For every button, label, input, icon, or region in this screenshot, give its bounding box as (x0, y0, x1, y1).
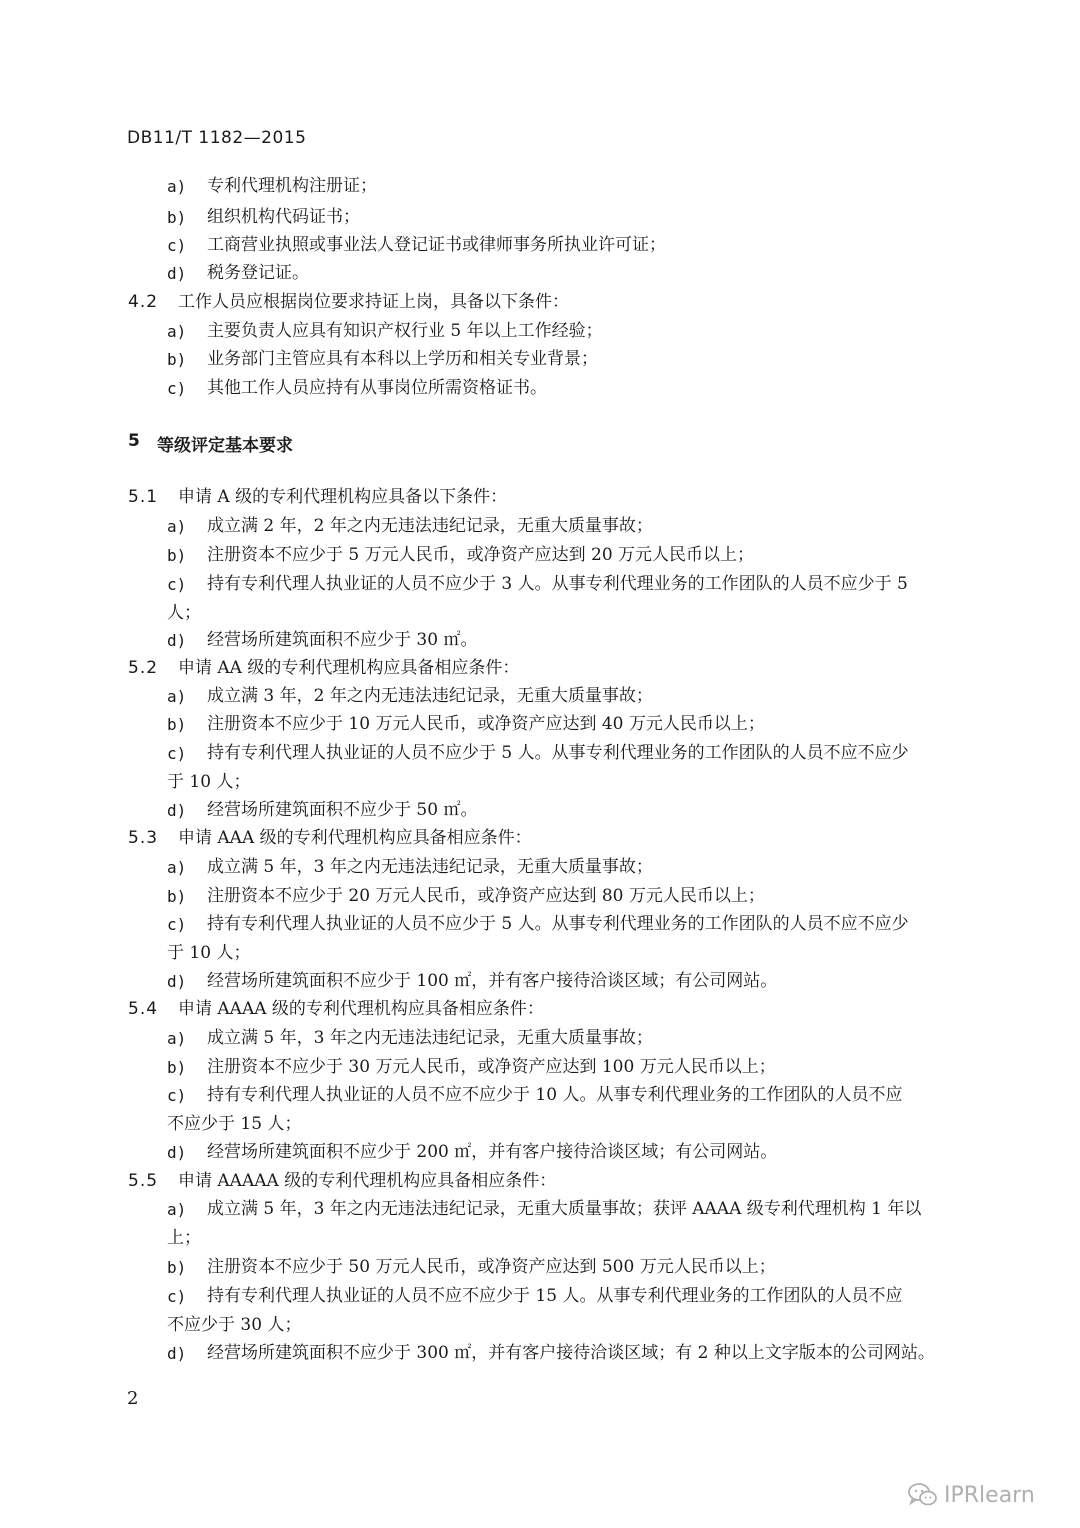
list-marker: c) (167, 744, 187, 763)
list-item-text: 经营场所建筑面积不应少于 200 ㎡，并有客户接待洽谈区域；有公司网站。 (207, 1142, 778, 1162)
clause-number: 5.5 (128, 1171, 159, 1191)
list-item-text: 成立满 5 年，3 年之内无违法违纪记录，无重大质量事故；获评 AAAA 级专利代理机构 1 年以 (207, 1199, 922, 1219)
continuation-text: 不应少于 30 人； (167, 1315, 302, 1335)
list-item-text: 经营场所建筑面积不应少于 300 ㎡，并有客户接待洽谈区域；有 2 种以上文字版本的公司网站。 (207, 1343, 935, 1363)
list-marker: c) (167, 1086, 187, 1105)
clause-number: 5.3 (128, 828, 159, 848)
clause-number: 4.2 (128, 292, 159, 312)
list-marker: d) (167, 1344, 187, 1363)
continuation-text: 上； (167, 1228, 201, 1248)
list-marker: a) (167, 322, 187, 341)
list-marker: d) (167, 264, 187, 283)
list-marker: a) (167, 517, 187, 536)
list-marker: c) (167, 1287, 187, 1306)
list-marker: c) (167, 379, 187, 398)
document-code: DB11/T 1182—2015 (127, 128, 307, 148)
list-marker: a) (167, 687, 187, 706)
list-marker: a) (167, 1200, 187, 1219)
clause-text: 申请 A 级的专利代理机构应具备以下条件： (178, 487, 508, 507)
continuation-text: 不应少于 15 人； (167, 1114, 302, 1134)
list-marker: a) (167, 858, 187, 877)
list-marker: d) (167, 972, 187, 991)
clause-text: 申请 AAAA 级的专利代理机构应具备相应条件： (178, 999, 544, 1019)
clause-text: 申请 AA 级的专利代理机构应具备相应条件： (178, 658, 520, 678)
list-item-text: 其他工作人员应持有从事岗位所需资格证书。 (207, 378, 547, 398)
clause-text: 申请 AAA 级的专利代理机构应具备相应条件： (178, 828, 532, 848)
list-item-text: 持有专利代理人执业证的人员不应不应少于 10 人。从事专利代理业务的工作团队的人员不应 (207, 1085, 903, 1105)
list-item-text: 持有专利代理人执业证的人员不应少于 3 人。从事专利代理业务的工作团队的人员不应少于 5 (207, 574, 908, 594)
list-item-text: 工商营业执照或事业法人登记证书或律师事务所执业许可证； (207, 235, 666, 255)
list-item-text: 经营场所建筑面积不应少于 30 ㎡。 (207, 630, 478, 650)
list-marker: b) (167, 887, 187, 906)
list-item-text: 注册资本不应少于 20 万元人民币，或净资产应达到 80 万元人民币以上； (207, 886, 765, 906)
watermark (908, 1482, 1035, 1508)
list-marker: b) (167, 715, 187, 734)
list-item-text: 成立满 5 年，3 年之内无违法违纪记录，无重大质量事故； (207, 1028, 653, 1048)
list-marker: c) (167, 915, 187, 934)
continuation-text: 人； (167, 603, 201, 623)
clause-number: 5.1 (128, 487, 159, 507)
list-item-text: 成立满 3 年，2 年之内无违法违纪记录，无重大质量事故； (207, 686, 653, 706)
continuation-text: 于 10 人； (167, 943, 251, 963)
list-item-text: 主要负责人应具有知识产权行业 5 年以上工作经验； (207, 321, 603, 341)
list-marker: c) (167, 575, 187, 594)
list-item-text: 注册资本不应少于 30 万元人民币，或净资产应达到 100 万元人民币以上； (207, 1057, 776, 1077)
list-marker: d) (167, 801, 187, 820)
list-item-text: 持有专利代理人执业证的人员不应少于 5 人。从事专利代理业务的工作团队的人员不应不应少 (207, 743, 909, 763)
list-item-text: 经营场所建筑面积不应少于 100 ㎡，并有客户接待洽谈区域；有公司网站。 (207, 971, 778, 991)
section-heading-number: 5 (128, 431, 140, 451)
list-marker: a) (167, 1029, 187, 1048)
list-marker: b) (167, 208, 187, 227)
list-marker: b) (167, 546, 187, 565)
clause-number: 5.4 (128, 999, 159, 1019)
list-item-text: 税务登记证。 (207, 263, 309, 283)
list-marker: a) (167, 177, 187, 196)
clause-number: 5.2 (128, 658, 159, 678)
list-item-text: 组织机构代码证书； (207, 207, 360, 227)
list-item-text: 持有专利代理人执业证的人员不应不应少于 15 人。从事专利代理业务的工作团队的人员不应 (207, 1286, 903, 1306)
wechat-icon (908, 1482, 938, 1508)
list-marker: b) (167, 1258, 187, 1277)
continuation-text: 于 10 人； (167, 772, 251, 792)
page-number: 2 (127, 1388, 139, 1409)
watermark-text: IPRlearn (944, 1482, 1035, 1508)
list-marker: b) (167, 1058, 187, 1077)
list-item-text: 经营场所建筑面积不应少于 50 ㎡。 (207, 800, 478, 820)
list-item-text: 注册资本不应少于 5 万元人民币，或净资产应达到 20 万元人民币以上； (207, 545, 755, 565)
list-item-text: 注册资本不应少于 10 万元人民币，或净资产应达到 40 万元人民币以上； (207, 714, 765, 734)
clause-text: 申请 AAAAA 级的专利代理机构应具备相应条件： (178, 1171, 557, 1191)
list-marker: d) (167, 631, 187, 650)
list-item-text: 成立满 5 年，3 年之内无违法违纪记录，无重大质量事故； (207, 857, 653, 877)
list-item-text: 专利代理机构注册证； (207, 176, 377, 196)
clause-text: 工作人员应根据岗位要求持证上岗，具备以下条件： (178, 292, 569, 312)
list-marker: b) (167, 350, 187, 369)
list-item-text: 持有专利代理人执业证的人员不应少于 5 人。从事专利代理业务的工作团队的人员不应不应少 (207, 914, 909, 934)
list-marker: c) (167, 236, 187, 255)
list-item-text: 成立满 2 年，2 年之内无违法违纪记录，无重大质量事故； (207, 516, 653, 536)
list-marker: d) (167, 1143, 187, 1162)
list-item-text: 注册资本不应少于 50 万元人民币，或净资产应达到 500 万元人民币以上； (207, 1257, 776, 1277)
section-heading: 等级评定基本要求 (157, 436, 293, 456)
list-item-text: 业务部门主管应具有本科以上学历和相关专业背景； (207, 349, 598, 369)
